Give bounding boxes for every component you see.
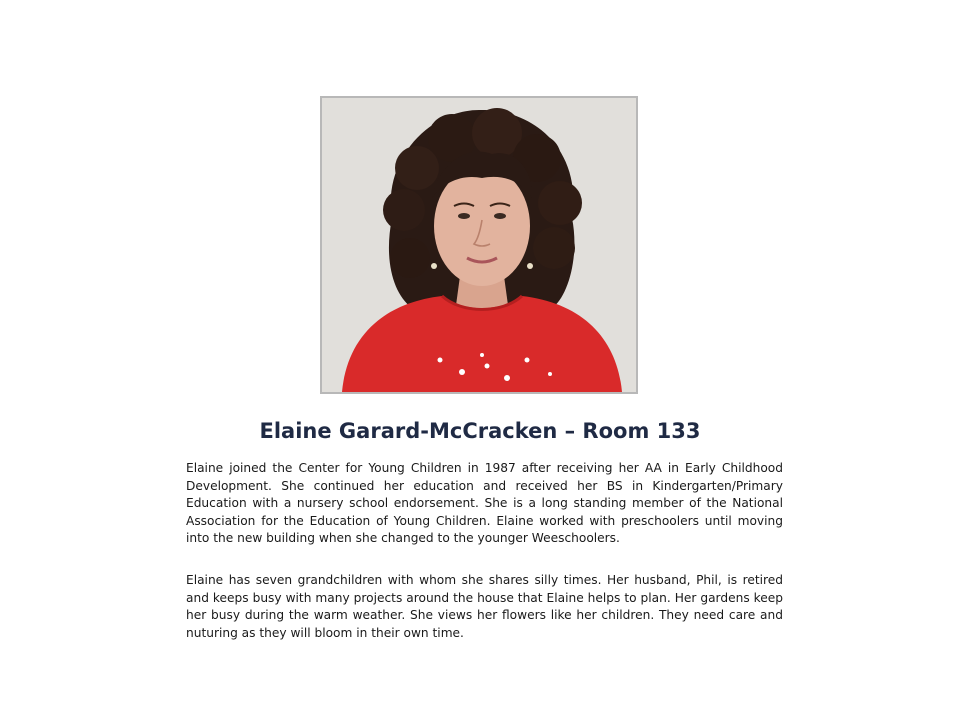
portrait-photo <box>320 96 638 394</box>
bio-paragraph-1: Elaine joined the Center for Young Children in 1987 after receiving her AA in Early Childhood Development. She continued her education and received her BS in Kindergarten/Primary Education with a nursery school endorsement. She is a long standing member of the National Association for the Education of Young Children. Elaine worked with preschoolers until moving into the new building when she changed to the younger Weeschoolers. <box>186 461 783 545</box>
page-title: Elaine Garard-McCracken – Room 133 <box>259 419 701 443</box>
bio-paragraph-2: Elaine has seven grandchildren with whom she shares silly times. Her husband, Phil, is retired and keeps busy with many projects around the house that Elaine helps to plan. Her gardens keep her busy during the warm weather. She views her flowers like her children. They need care and nuturing as they will bloom in their own time. <box>186 573 783 640</box>
portrait-photo-icon <box>322 98 636 392</box>
